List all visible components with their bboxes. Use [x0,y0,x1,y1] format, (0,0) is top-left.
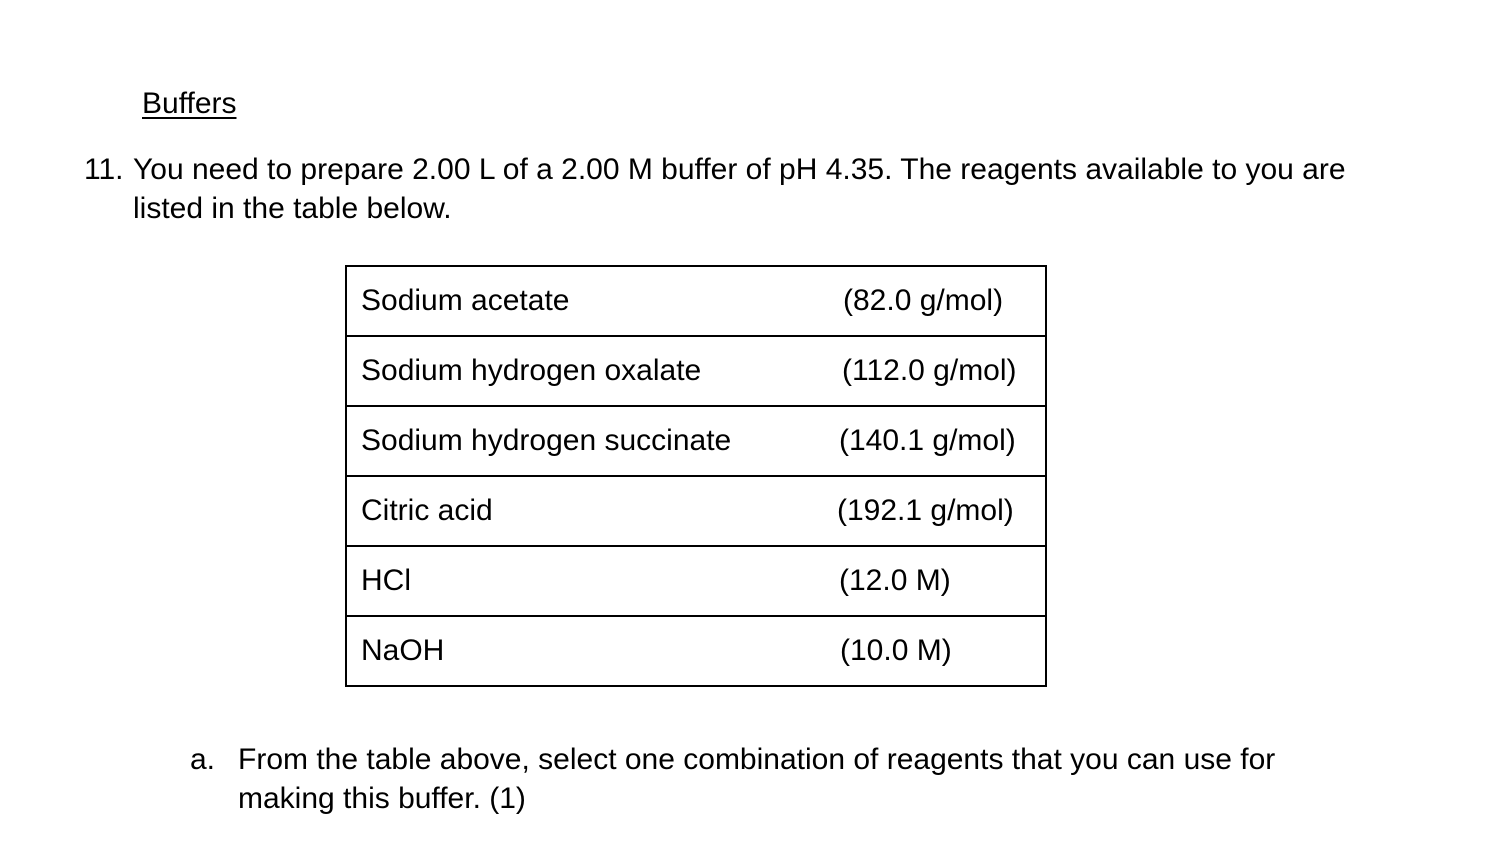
reagent-value-text: (12.0 M) [839,564,951,597]
reagent-value [823,546,1046,616]
reagent-value [823,476,1046,546]
reagent-value-text: (112.0 g/mol) [842,354,1017,387]
reagent-name: Sodium hydrogen succinate [346,406,823,476]
question-number: 11. [84,153,124,186]
subquestion-letter: a. [190,743,216,776]
section-heading: Buffers [142,87,237,120]
reagent-value-text: (82.0 g/mol) [843,284,1004,317]
table-row [346,406,1046,476]
subquestion-text: From the table above, select one combination of reagents that you can use for making this buffer. (1) [238,743,1276,815]
table-row [346,266,1046,336]
reagent-value-text: (192.1 g/mol) [837,494,1014,527]
reagent-value-text: (10.0 M) [840,634,952,667]
reagent-name: HCl [346,546,823,616]
reagent-value [823,406,1046,476]
table-row [346,336,1046,406]
reagent-name: NaOH [346,616,823,686]
reagent-name: Sodium acetate [346,266,823,336]
question-text: You need to prepare 2.00 L of a 2.00 M buffer of pH 4.35. The reagents available to you are listed in the table below. [133,153,1346,225]
reagent-value [823,336,1046,406]
table-row [346,476,1046,546]
table-row [346,616,1046,686]
reagent-name: Sodium hydrogen oxalate [346,336,823,406]
table-row [346,546,1046,616]
reagent-name: Citric acid [346,476,823,546]
reagent-table [345,265,1047,687]
reagent-value-text: (140.1 g/mol) [839,424,1016,457]
reagent-value [823,616,1046,686]
reagent-value [823,266,1046,336]
